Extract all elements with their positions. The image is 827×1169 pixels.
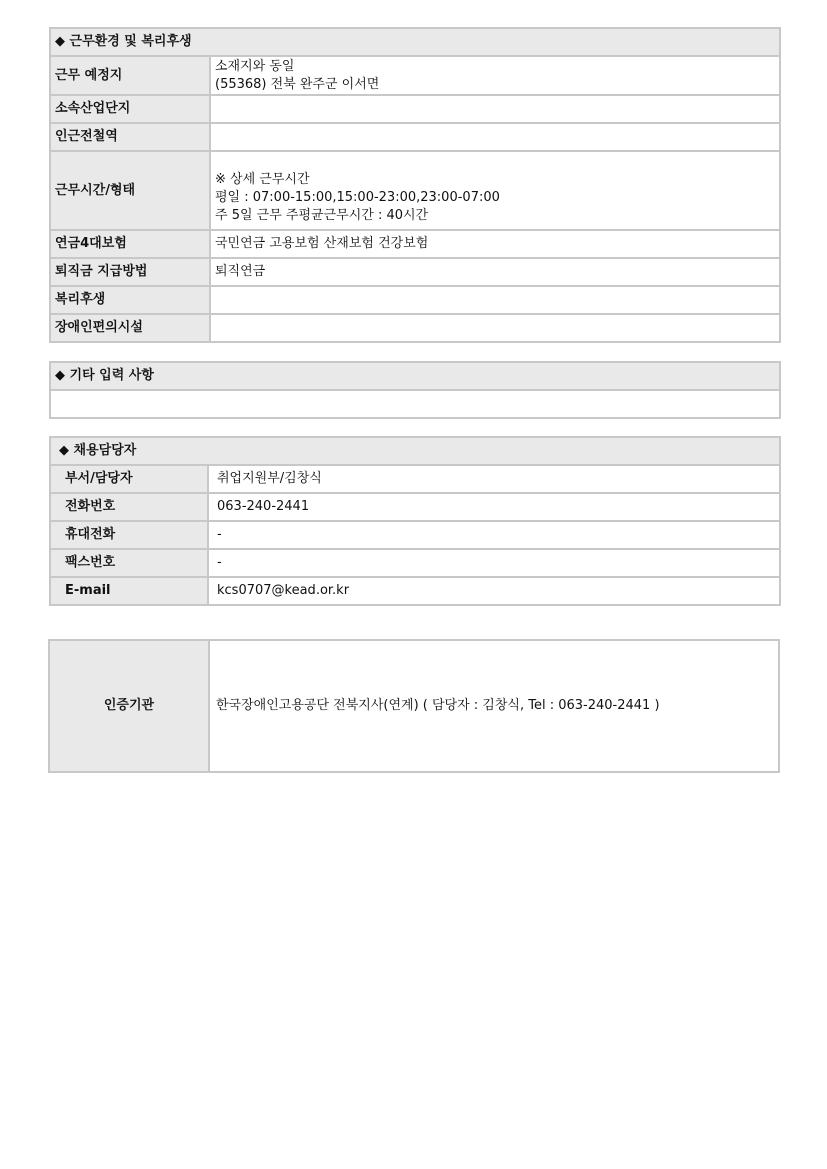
recruiter-header: ◆ 채용담당자 [50, 437, 780, 465]
work-hours-line: 평일 : 07:00-15:00,15:00-23:00,23:00-07:00 [215, 189, 500, 205]
work-hours-line: 주 5일 근무 주평균근무시간 : 40시간 [215, 207, 429, 223]
email-value: kcs0707@kead.or.kr [208, 577, 780, 605]
nearby-station-label: 인근전철역 [50, 123, 210, 151]
work-environment-header: ◆ 근무환경 및 복리후생 [50, 28, 780, 56]
accessibility-value [210, 314, 780, 342]
certification-label: 인증기관 [49, 640, 209, 772]
phone-label: 전화번호 [50, 493, 208, 521]
insurance-value: 국민연금 고용보험 산재보험 건강보험 [210, 230, 780, 258]
welfare-label: 복리후생 [50, 286, 210, 314]
work-hours-label: 근무시간/형태 [50, 151, 210, 230]
recruiter-table [49, 436, 781, 606]
work-hours-line: ※ 상세 근무시간 [215, 171, 310, 187]
certification-table [48, 639, 780, 773]
work-hours-value [210, 151, 780, 230]
nearby-station-value [210, 123, 780, 151]
severance-label: 퇴직금 지급방법 [50, 258, 210, 286]
certification-value: 한국장애인고용공단 전북지사(연계) ( 담당자 : 김창식, Tel : 063-240-2441 ) [209, 640, 779, 772]
mobile-label: 휴대전화 [50, 521, 208, 549]
work-location-address: (55368) 전북 완주군 이서면 [215, 76, 380, 92]
industrial-complex-value [210, 95, 780, 123]
accessibility-label: 장애인편의시설 [50, 314, 210, 342]
work-location-line: 소재지와 동일 [215, 58, 295, 74]
mobile-value: - [208, 521, 780, 549]
other-info-header: ◆ 기타 입력 사항 [50, 362, 780, 390]
welfare-value [210, 286, 780, 314]
other-info-content [50, 390, 780, 418]
work-location-value [210, 56, 780, 95]
industrial-complex-label: 소속산업단지 [50, 95, 210, 123]
other-info-table [49, 361, 781, 419]
email-label: E-mail [50, 577, 208, 605]
fax-value: - [208, 549, 780, 577]
insurance-label: 연금4대보험 [50, 230, 210, 258]
department-label: 부서/담당자 [50, 465, 208, 493]
severance-value: 퇴직연금 [210, 258, 780, 286]
department-value: 취업지원부/김창식 [208, 465, 780, 493]
work-location-label: 근무 예정지 [50, 56, 210, 95]
fax-label: 팩스번호 [50, 549, 208, 577]
phone-value: 063-240-2441 [208, 493, 780, 521]
work-environment-table [49, 27, 781, 343]
